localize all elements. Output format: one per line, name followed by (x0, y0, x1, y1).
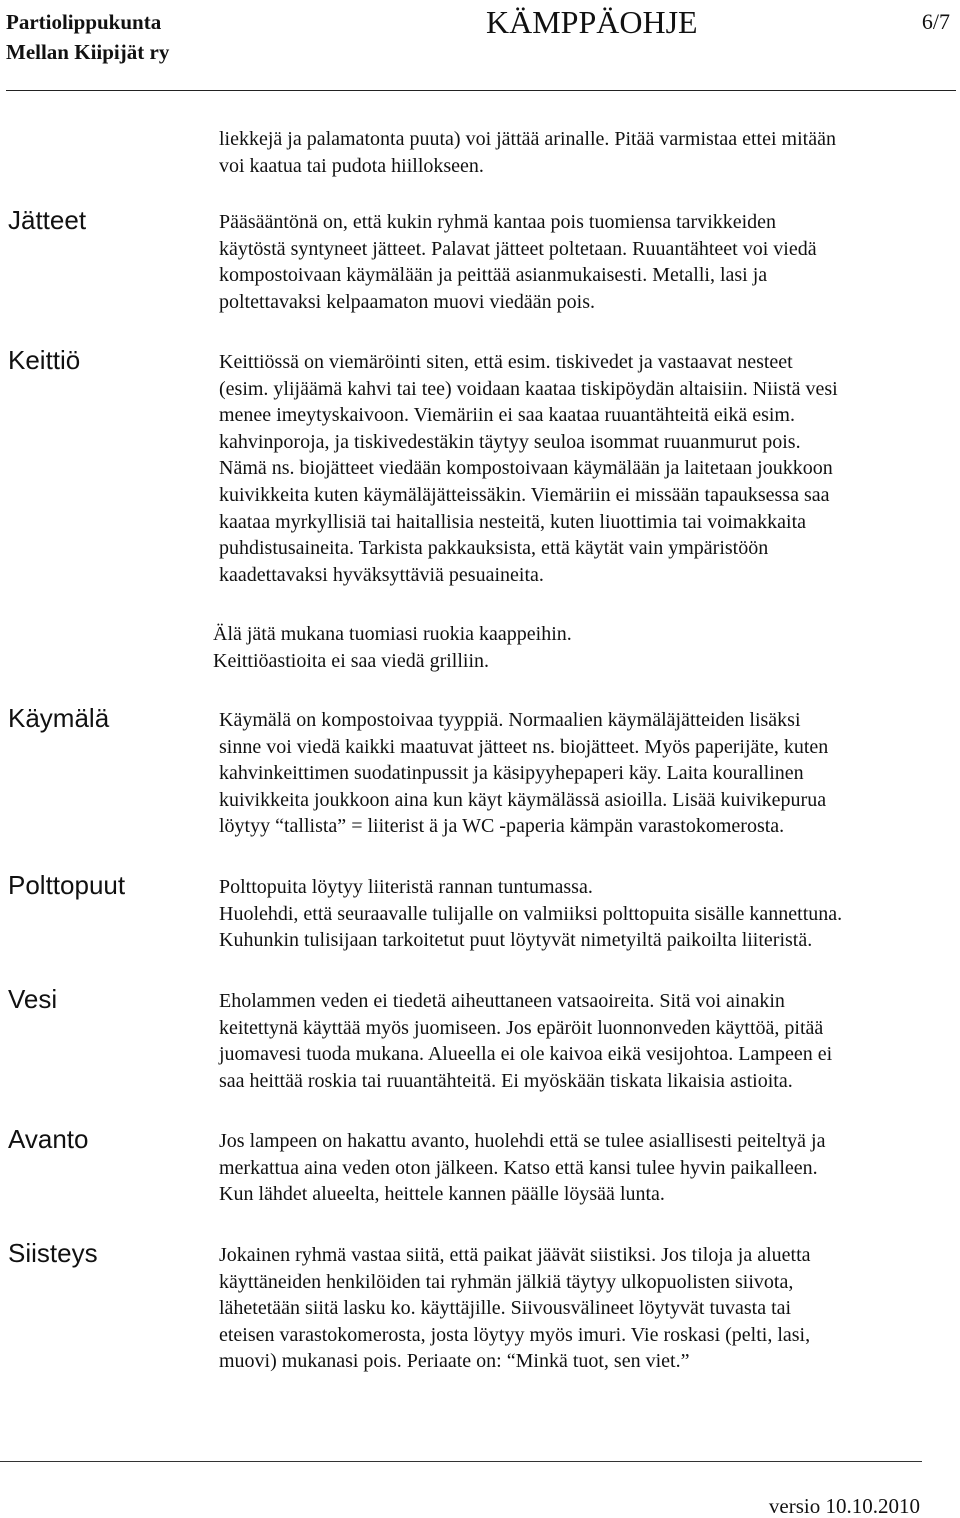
section-label-keittio: Keittiö (8, 345, 81, 375)
section-label-avanto: Avanto (8, 1124, 89, 1154)
section-label-jatteet: Jätteet (8, 205, 87, 235)
section-label-kaymala: Käymälä (8, 703, 110, 733)
paragraph-kaymala: Käymälä on kompostoivaa tyyppiä. Normaalien käymäläjätteiden lisäksi sinne voi viedä kaikki maatuvat jätteet ns. biojätteet. Myös paperijäte, kuten kahvinkeittimen suodatinpussit ja käsipyyhepaperi käy. Laita kourallinen kuivikkeita joukkoon aina kun käyt käymälässä asioilla. Lisää kuivikepurua löytyy “tallista” = liiterist ä ja WC -paperia kämpän varastokomerosta. (219, 709, 829, 838)
paragraph-avanto: Jos lampeen on hakattu avanto, huolehdi että se tulee asiallisesti peiteltyä ja merkattua aina veden oton jälkeen. Katso että kansi tulee hyvin paikalleen. Kun lähdet alueelta, heittele kannen päälle löysää lunta. (219, 1130, 826, 1206)
version-label: versio 10.10.2010 (768, 1494, 920, 1518)
paragraph-continued: liekkejä ja palamatonta puuta) voi jättää arinalle. Pitää varmistaa ettei mitään voi kaatua tai pudota hiillokseen. (219, 128, 836, 177)
section-label-vesi: Vesi (8, 984, 58, 1014)
section-label-polttopuut: Polttopuut (8, 870, 126, 900)
footer-divider (0, 1461, 922, 1462)
organization-name-line2: Mellan Kiipijät ry (6, 40, 170, 64)
paragraph-siisteys: Jokainen ryhmä vastaa siitä, että paikat jäävät siistiksi. Jos tiloja ja aluetta käyttäneiden henkilöiden tai ryhmän jälkiä täytyy ulkopuolisten siivota, lähetetään siitä lasku ko. käyttäjille. Siivousvälineet löytyvät tuvasta tai eteisen varastokomerosta, josta löytyy myös imuri. Vie roskasi (pelti, lasi, muovi) mukanasi pois. Periaate on: “Minkä tuot, sen viet.” (219, 1244, 811, 1373)
paragraph-vesi: Eholammen veden ei tiedetä aiheuttaneen vatsaoireita. Sitä voi ainakin keitettynä käyttää myös juomiseen. Jos epäröit luonnonveden käyttöä, pitää juomavesi tuoda mukana. Alueella ei ole kaivoa eikä vesijohtoa. Lampeen ei saa heittää roskia tai ruuantähteitä. Ei myöskään tiskata likaisia astioita. (219, 990, 833, 1092)
organization-name: Partiolippukunta (6, 10, 162, 34)
paragraph-keittio-note: Älä jätä mukana tuomiasi ruokia kaappeihin. Keittiöastioita ei saa viedä grilliin. (213, 623, 572, 672)
document-title: KÄMPPÄOHJE (486, 4, 698, 40)
paragraph-polttopuut: Polttopuita löytyy liiteristä rannan tuntumassa. Huolehdi, että seuraavalle tulijalle on valmiiksi polttopuita sisälle kannettuna. Kuhunkin tulisijaan tarkoitetut puut löytyvät nimetyiltä paikoilta liiteristä. (219, 876, 843, 952)
page-number: 6/7 (921, 9, 950, 34)
paragraph-jatteet: Pääsääntönä on, että kukin ryhmä kantaa pois tuomiensa tarvikkeiden käytöstä syntyneet jätteet. Palavat jätteet poltetaan. Ruuantähteet voi viedä kompostoivaan käymälään ja peittää asianmukaisesti. Metalli, lasi ja poltettavaksi kelpaamaton muovi viedään pois. (219, 211, 817, 313)
section-label-siisteys: Siisteys (8, 1238, 98, 1268)
paragraph-keittio: Keittiössä on viemäröinti siten, että esim. tiskivedet ja vastaavat nesteet (esim. ylijäämä kahvi tai tee) voidaan kaataa tiskipöydän altaisiin. Niistä vesi menee imeytyskaivoon. Viemäriin ei saa kaataa ruuantähteitä eikä esim. kahvinporoja, ja tiskivedestäkin täytyy seuloa isommat ruuanmurut pois. Nämä ns. biojätteet viedään kompostoivaan käymälään ja laitetaan joukkoon kuivikkeita kuten käymäläjätteissäkin. Viemäriin ei missään tapauksessa saa kaataa myrkyllisiä tai haitallisia nesteitä, kuten liuottimia tai voimakkaita puhdistusaineita. Tarkista pakkauksista, että käytät vain ympäristöön kaadettavaksi hyväksyttäviä pesuaineita. (219, 351, 838, 586)
header-divider (6, 90, 956, 91)
